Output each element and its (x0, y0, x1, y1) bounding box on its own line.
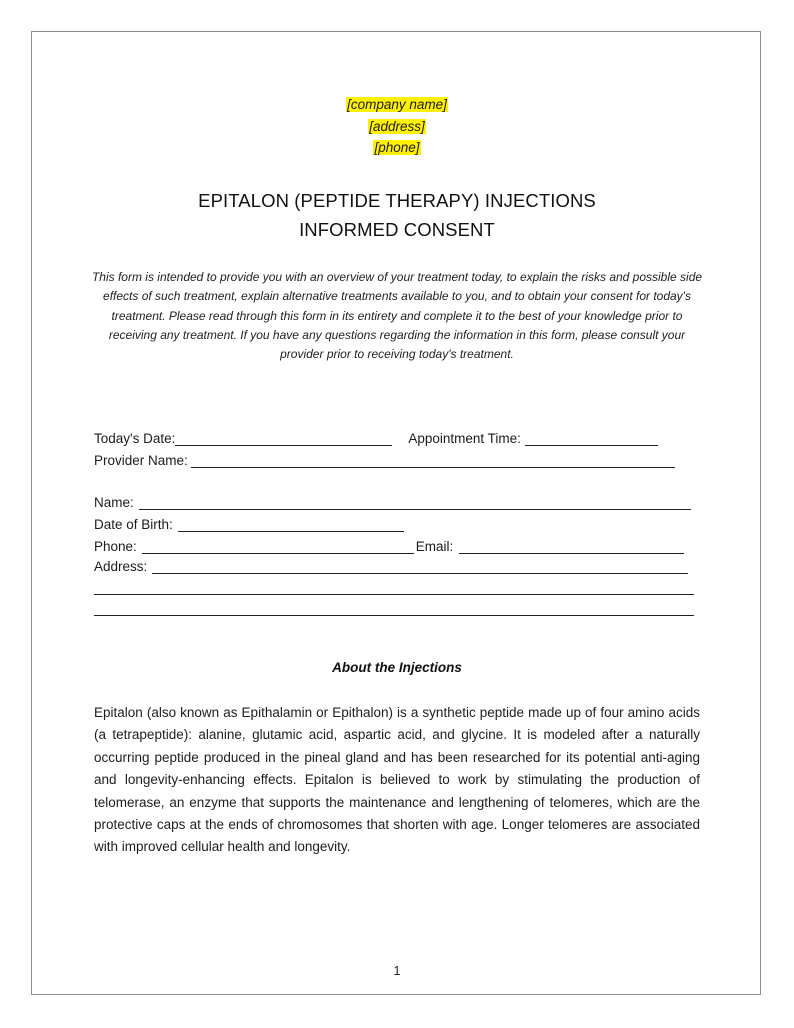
name-field[interactable] (139, 495, 691, 510)
appointment-time-label: Appointment Time: (408, 431, 521, 446)
todays-date-label: Today's Date: (94, 431, 176, 446)
address-line-3-row (94, 594, 694, 616)
email-label: Email: (415, 539, 454, 554)
date-row (94, 424, 658, 446)
company-name-placeholder: [company name] (347, 97, 447, 112)
address-line-2-row (94, 573, 694, 595)
title-line-1: EPITALON (PEPTIDE THERAPY) INJECTIONS (198, 190, 596, 211)
address-field[interactable] (152, 559, 688, 574)
address-line-2-field[interactable] (94, 580, 694, 595)
page-number: 1 (393, 964, 401, 978)
name-row (94, 488, 691, 510)
about-injections-body: Epitalon (also known as Epithalamin or Epithalon) is a synthetic peptide made up of four amino acids (a tetrapeptide): alanine, glutamic acid, aspartic acid, and glycine. It is modeled after a naturally occurring peptide produced in the pineal gland and has been researched for its potential anti-aging and longevity-enhancing effects. Epitalon is believed to work by stimulating the production of telomerase, an enzyme that supports the maintenance and lengthening of telomeres, which are the protective caps at the ends of chromosomes that shorten with age. Longer telomeres are associated with improved cellular health and longevity. (94, 705, 700, 855)
name-label: Name: (94, 495, 134, 510)
intro-paragraph: This form is intended to provide you with an overview of your treatment today, to explain the risks and possible side effects of such treatment, explain alternative treatments available to you, and to obtain your consent for today's treatment. Please read through this form in its entirety and complete it to the best of your knowledge prior to receiving any treatment. If you have any questions regarding the information in this form, please consult your provider prior to receiving today's treatment. (91, 270, 703, 362)
address-placeholder: [address] (369, 118, 425, 134)
about-injections-heading: About the Injections (332, 660, 462, 675)
phone-placeholder: [phone] (374, 140, 420, 155)
date-of-birth-field[interactable] (178, 517, 404, 532)
address-line-3-field[interactable] (94, 601, 694, 616)
document-title (32, 187, 762, 244)
provider-row (94, 446, 675, 468)
dob-row (94, 510, 404, 532)
provider-name-label: Provider Name: (94, 453, 188, 468)
todays-date-field[interactable] (175, 431, 392, 446)
address-label: Address: (94, 559, 148, 574)
phone-label: Phone: (94, 539, 137, 554)
phone-email-row (94, 532, 684, 554)
company-header (32, 94, 762, 159)
title-line-2: INFORMED CONSENT (299, 218, 495, 240)
document-page (31, 31, 761, 995)
provider-name-field[interactable] (191, 453, 675, 468)
appointment-time-field[interactable] (525, 431, 658, 446)
date-of-birth-label: Date of Birth: (94, 517, 173, 532)
address-row (94, 552, 688, 574)
